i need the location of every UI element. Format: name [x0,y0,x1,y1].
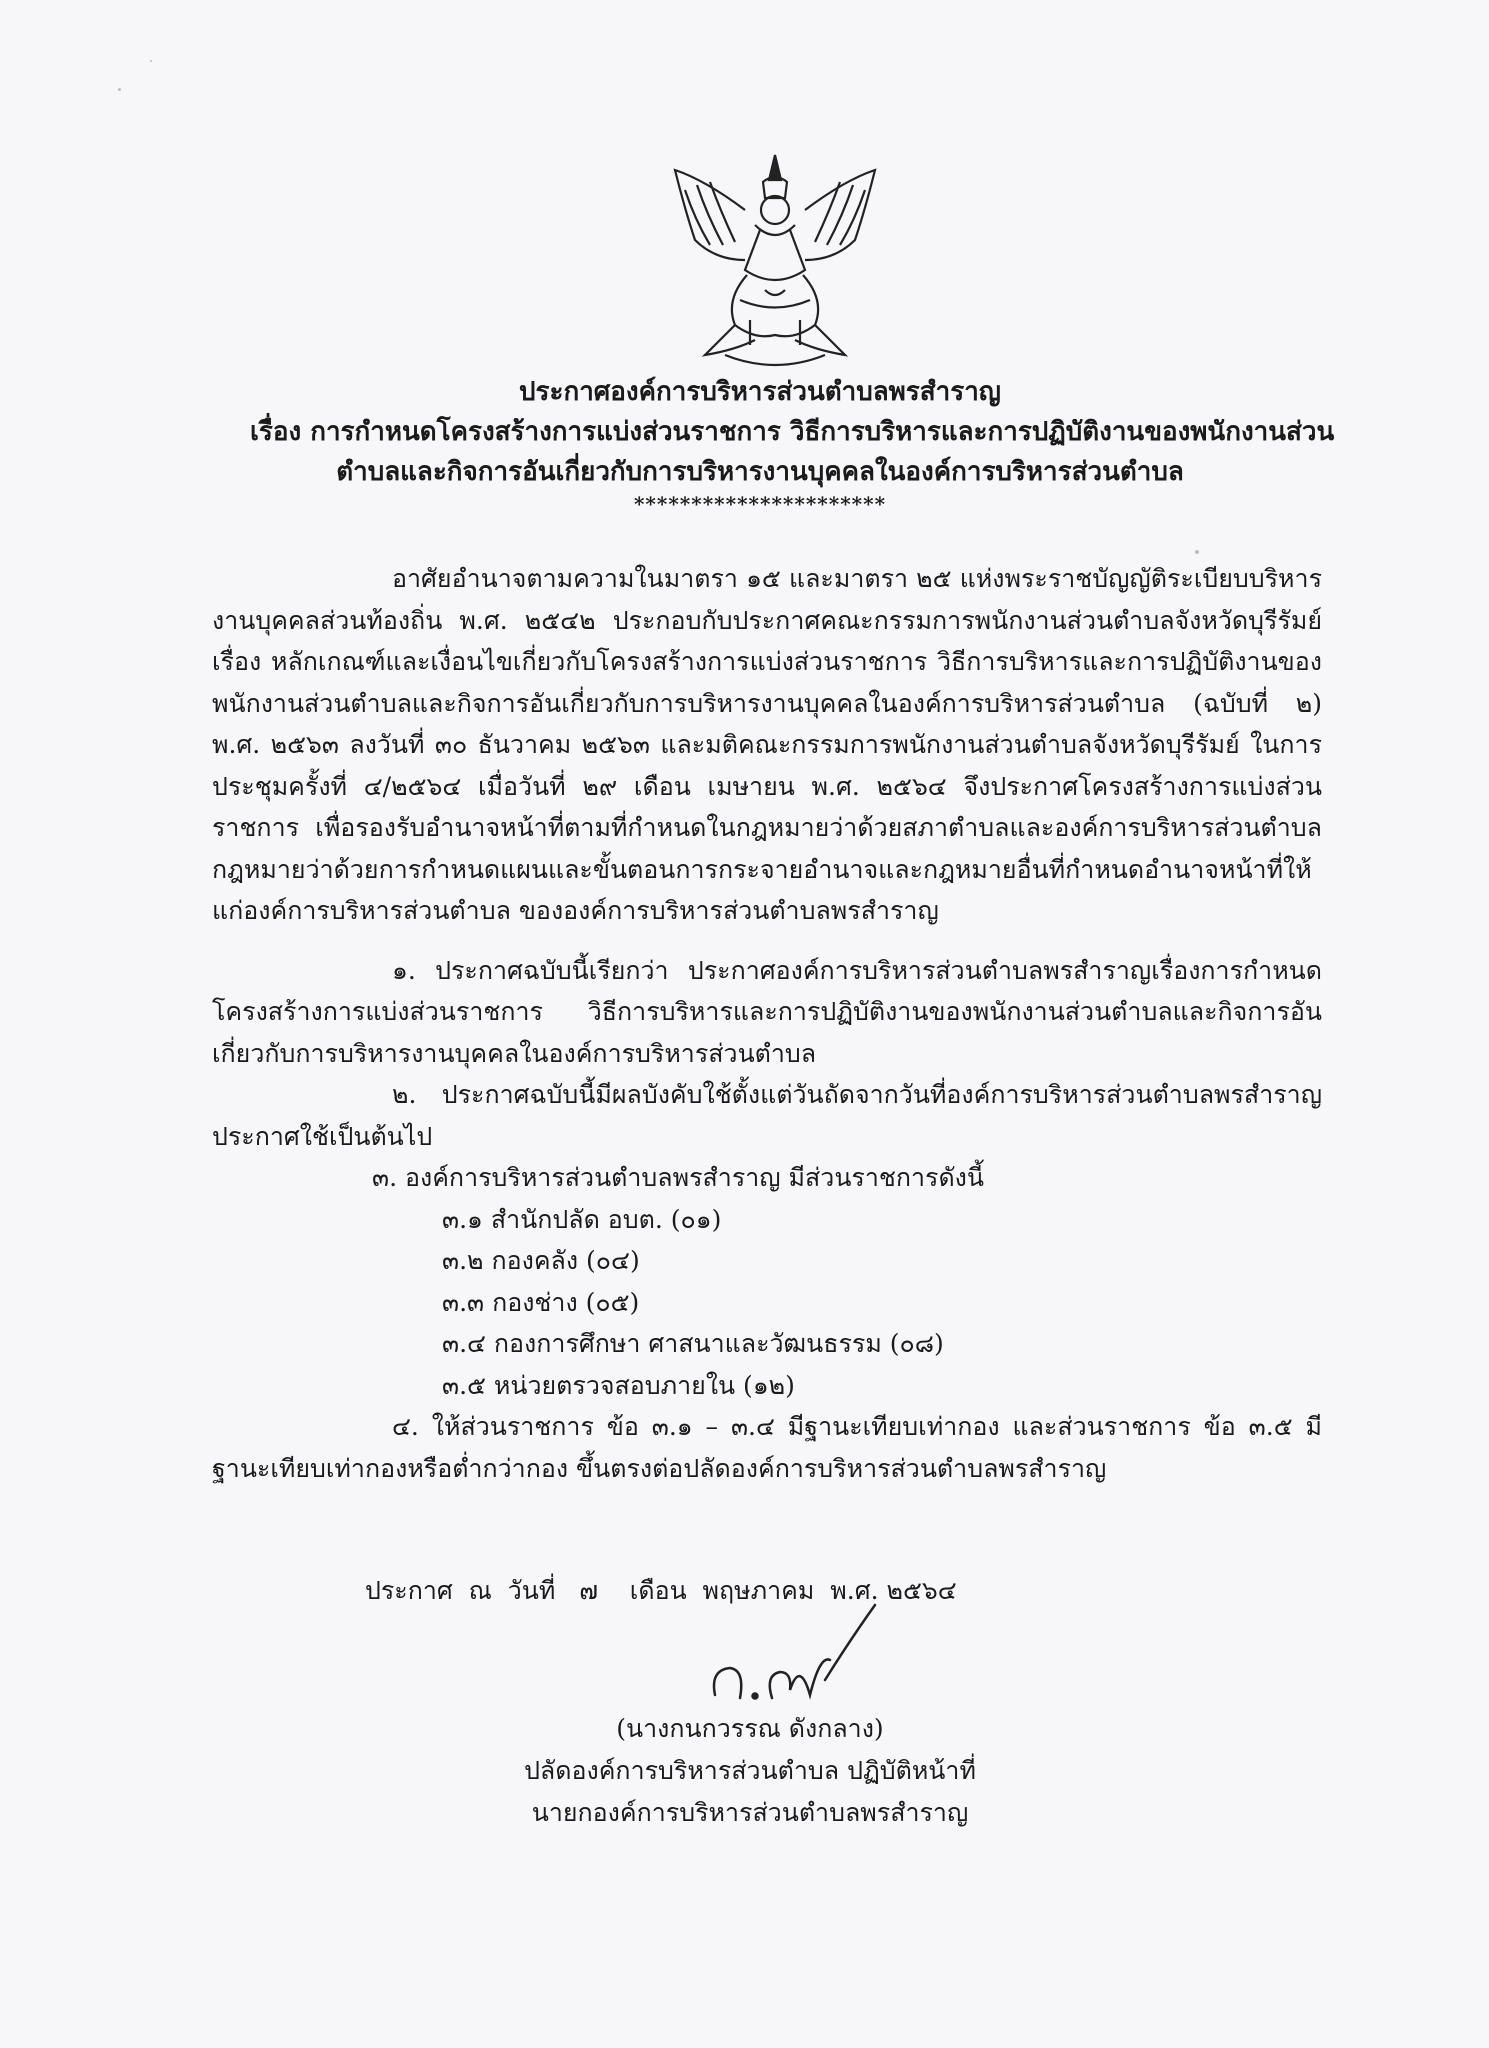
clause-2: ๒. ประกาศฉบับนี้มีผลบังคับใช้ตั้งแต่วันถัดจากวันที่องค์การบริหารส่วนตำบลพรสำราญประกาศใช้เป็นต้นไป [212,1080,1322,1151]
signatory-position-2: นายกองค์การบริหารส่วนตำบลพรสำราญ [531,1798,969,1827]
scan-speck [1195,550,1199,554]
announcement-date: ประกาศ ณ วันที่ ๗ เดือน พฤษภาคม พ.ศ. ๒๕๖๔ [365,1576,957,1605]
title-line-3: ตำบลและกิจการอันเกี่ยวกับการบริหารงานบุคคลในองค์การบริหารส่วนตำบล [336,457,1184,487]
sub-item-3-4: ๓.๔ กองการศึกษา ศาสนาและวัฒนธรรม (๐๘) [442,1329,944,1358]
title-line-2: เรื่อง การกำหนดโครงสร้างการแบ่งส่วนราชการ วิธีการบริหารและการปฏิบัติงานของพนักงานส่วน [250,417,1335,447]
sub-item-3-2: ๓.๒ กองคลัง (๐๔) [442,1246,640,1275]
sub-item-3-5: ๓.๕ หน่วยตรวจสอบภายใน (๑๒) [442,1370,795,1400]
signatory-block [500,1708,1000,1834]
announcement-body [212,558,1322,1489]
sub-item-3-1: ๓.๑ สำนักปลัด อบต. (๐๑) [442,1204,722,1234]
preamble-paragraph: อาศัยอำนาจตามความในมาตรา ๑๕ และมาตรา ๒๕ แห่งพระราชบัญญัติระเบียบบริหารงานบุคคลส่วนท้องถิ่น พ.ศ. ๒๕๔๒ ประกอบกับประกาศคณะกรรมการพนักงานส่วนตำบลจังหวัดบุรีรัมย์ เรื่อง หลักเกณฑ์และเงื่อนไขเกี่ยวกับโครงสร้างการแบ่งส่วนราชการ วิธีการบริหารและการปฏิบัติงานของพนักงานส่วนตำบลและกิจการอันเกี่ยวกับการบริหารงานบุคคลในองค์การบริหารส่วนตำบล (ฉบับที่ ๒) พ.ศ. ๒๕๖๓ ลงวันที่ ๓๐ ธันวาคม ๒๕๖๓ และมติคณะกรรมการพนักงานส่วนตำบลจังหวัดบุรีรัมย์ ในการประชุมครั้งที่ ๔/๒๕๖๔ เมื่อวันที่ ๒๙ เดือน เมษายน พ.ศ. ๒๕๖๔ จึงประกาศโครงสร้างการแบ่งส่วนราชการ เพื่อรองรับอำนาจหน้าที่ตามที่กำหนดในกฎหมายว่าด้วยสภาตำบลและองค์การบริหารส่วนตำบล กฎหมายว่าด้วยการกำหนดแผนและขั้นตอนการกระจายอำนาจและกฎหมายอื่นที่กำหนดอำนาจหน้าที่ให้แก่องค์การบริหารส่วนตำบล ขององค์การบริหารส่วนตำบลพรสำราญ [212,564,1322,925]
title-separator: ********************** [633,492,887,516]
garuda-emblem-icon [665,150,885,380]
signature-icon [700,1600,880,1710]
title-line-1: ประกาศองค์การบริหารส่วนตำบลพรสำราญ [519,377,1001,407]
scan-speck [118,88,121,91]
clause-4: ๔. ให้ส่วนราชการ ข้อ ๓.๑ – ๓.๔ มีฐานะเทียบเท่ากอง และส่วนราชการ ข้อ ๓.๕ มีฐานะเทียบเท่ากองหรือต่ำกว่ากอง ขึ้นตรงต่อปลัดองค์การบริหารส่วนตำบลพรสำราญ [212,1412,1322,1483]
signatory-position-1: ปลัดองค์การบริหารส่วนตำบล ปฏิบัติหน้าที่ [524,1756,976,1785]
clause-3: ๓. องค์การบริหารส่วนตำบลพรสำราญ มีส่วนราชการดังนี้ [372,1163,984,1192]
sub-item-3-3: ๓.๓ กองช่าง (๐๕) [442,1287,640,1317]
signatory-name: (นางกนกวรรณ ดังกลาง) [616,1714,884,1743]
announcement-title [180,372,1340,516]
scan-speck [150,60,152,62]
clause-1: ๑. ประกาศฉบับนี้เรียกว่า ประกาศองค์การบริหารส่วนตำบลพรสำราญเรื่องการกำหนดโครงสร้างการแบ่งส่วนราชการ วิธีการบริหารและการปฏิบัติงานของพนักงานส่วนตำบลและกิจการอันเกี่ยวกับการบริหารงานบุคคลในองค์การบริหารส่วนตำบล [212,955,1322,1068]
